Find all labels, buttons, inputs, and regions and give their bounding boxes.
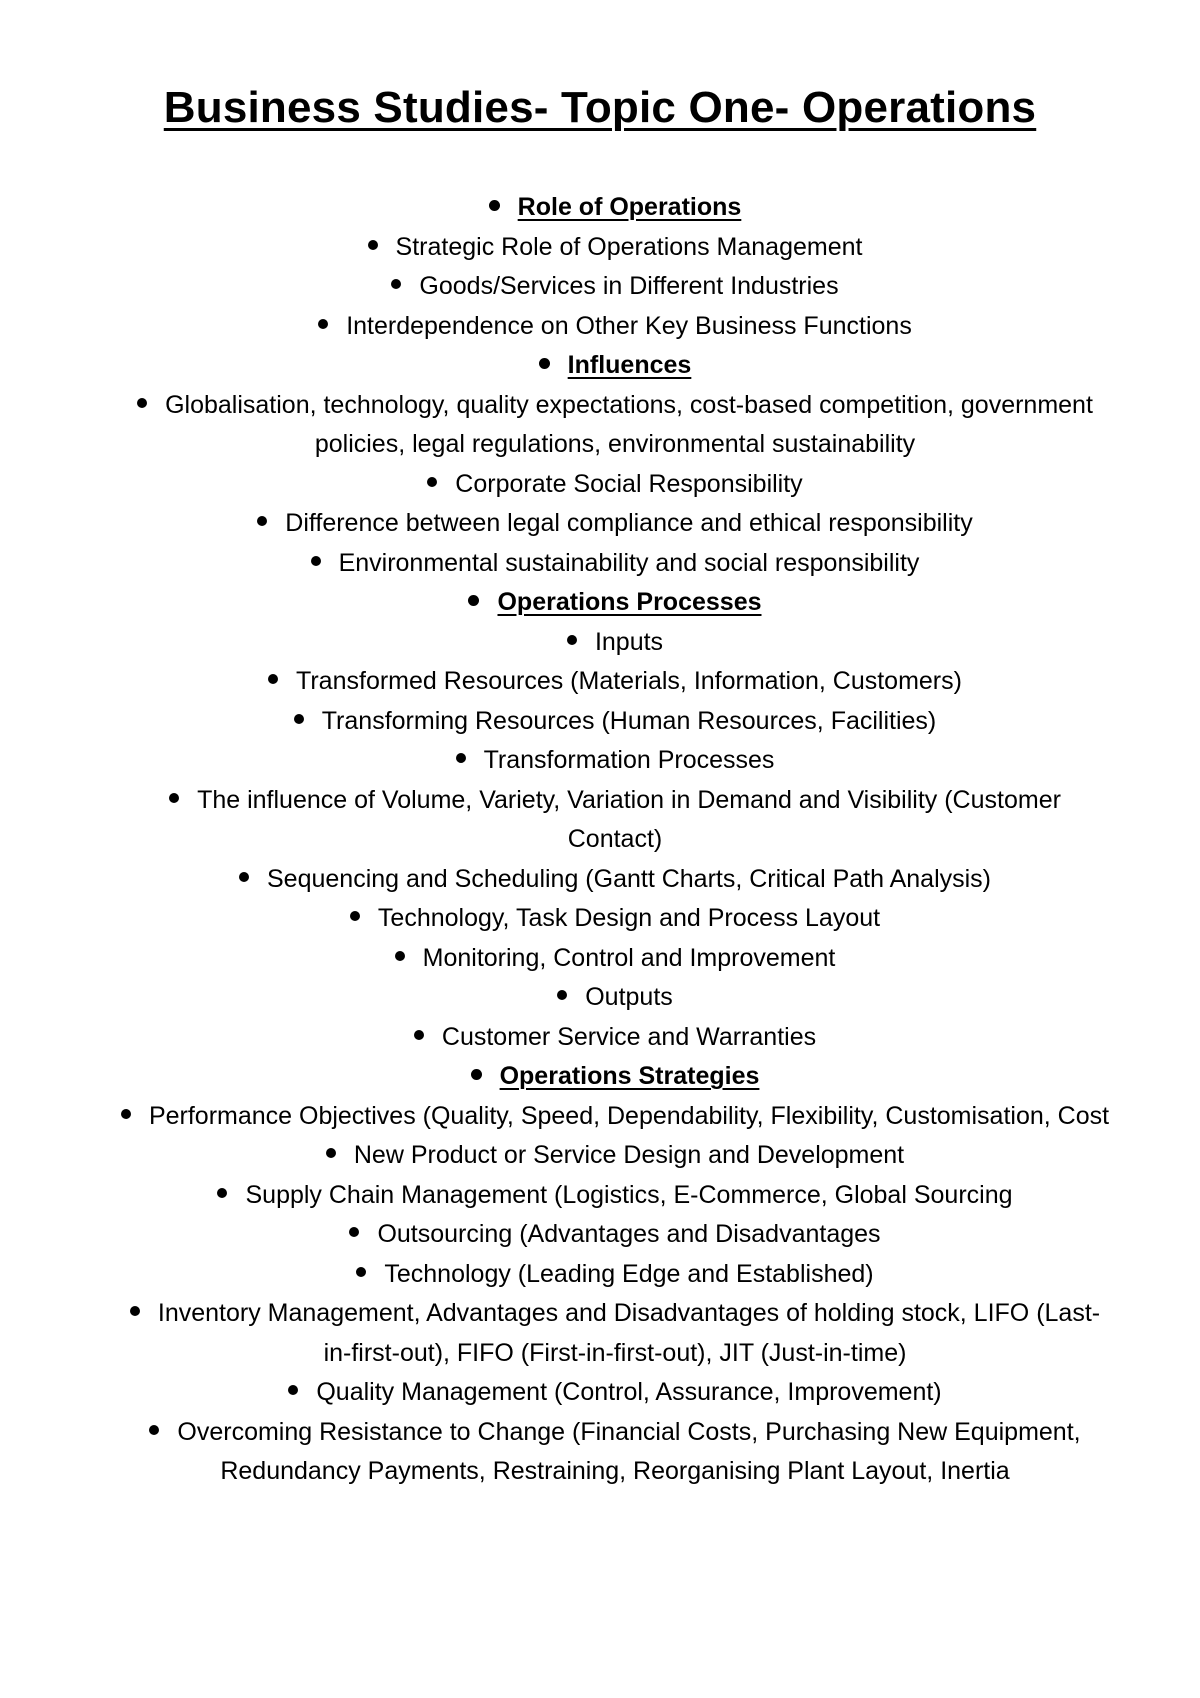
bullet-icon bbox=[137, 398, 147, 408]
list-item-text: Strategic Role of Operations Management bbox=[395, 232, 863, 261]
bullet-icon bbox=[268, 674, 278, 684]
list-item bbox=[120, 1373, 1110, 1413]
bullet-icon bbox=[391, 279, 401, 289]
list-item bbox=[120, 465, 1110, 505]
list-item-text: Corporate Social Responsibility bbox=[455, 469, 803, 498]
bullet-icon bbox=[456, 753, 466, 763]
list-item-text: Sequencing and Scheduling (Gantt Charts, Critical Path Analysis) bbox=[267, 864, 991, 893]
list-item-text: Environmental sustainability and social responsibility bbox=[338, 548, 920, 577]
list-item-text: Transformation Processes bbox=[483, 746, 775, 774]
list-item-text: Operations Strategies bbox=[499, 1062, 760, 1090]
topic-list bbox=[120, 188, 1110, 1492]
bullet-icon bbox=[326, 1148, 336, 1158]
list-item-text: The influence of Volume, Variety, Variation in Demand and Visibility (Customer Contact) bbox=[197, 785, 1061, 853]
list-item-heading-operations-processes bbox=[120, 583, 1110, 623]
bullet-icon bbox=[567, 635, 577, 645]
list-item-text: Difference between legal compliance and ethical responsibility bbox=[285, 509, 973, 537]
list-item-text: Performance Objectives (Quality, Speed, Dependability, Flexibility, Customisation, Cost bbox=[148, 1101, 1110, 1130]
list-item-text: Globalisation, technology, quality expectations, cost-based competition, government policies, legal regulations, environmental sustainability bbox=[165, 390, 1093, 458]
list-item-text: Influences bbox=[567, 351, 692, 379]
list-item-heading-role-of-operations bbox=[120, 188, 1110, 228]
list-item bbox=[120, 228, 1110, 268]
list-item-text: Technology, Task Design and Process Layout bbox=[377, 904, 881, 932]
bullet-icon bbox=[489, 200, 500, 211]
list-item-text: Overcoming Resistance to Change (Financial Costs, Purchasing New Equipment, Redundancy Payments, Restraining, Reorganising Plant Layout, Inertia bbox=[177, 1417, 1081, 1485]
list-item bbox=[120, 1413, 1110, 1492]
list-item-heading-operations-strategies bbox=[120, 1057, 1110, 1097]
bullet-icon bbox=[288, 1385, 298, 1395]
bullet-icon bbox=[217, 1188, 227, 1198]
bullet-icon bbox=[356, 1267, 366, 1277]
list-item bbox=[120, 702, 1110, 742]
list-item-text: Transformed Resources (Materials, Information, Customers) bbox=[296, 667, 962, 695]
list-item-text: Customer Service and Warranties bbox=[441, 1022, 817, 1051]
bullet-icon bbox=[350, 911, 360, 921]
bullet-icon bbox=[395, 951, 405, 961]
list-item bbox=[120, 939, 1110, 979]
bullet-icon bbox=[471, 1069, 482, 1080]
bullet-icon bbox=[239, 872, 249, 882]
list-item bbox=[120, 1255, 1110, 1295]
list-item-text: Inputs bbox=[594, 627, 664, 656]
list-item bbox=[120, 1136, 1110, 1176]
bullet-icon bbox=[149, 1425, 159, 1435]
bullet-icon bbox=[557, 990, 567, 1000]
list-item bbox=[120, 504, 1110, 544]
bullet-icon bbox=[427, 477, 437, 487]
list-item bbox=[120, 662, 1110, 702]
list-item-text: Transforming Resources (Human Resources, Facilities) bbox=[321, 706, 937, 735]
list-item-text: New Product or Service Design and Development bbox=[353, 1141, 905, 1169]
list-item-heading-influences bbox=[120, 346, 1110, 386]
list-item bbox=[120, 1176, 1110, 1216]
bullet-icon bbox=[311, 556, 321, 566]
list-item bbox=[120, 307, 1110, 347]
list-item-text: Role of Operations bbox=[517, 193, 742, 221]
list-item bbox=[120, 1294, 1110, 1373]
list-item-text: Technology (Leading Edge and Established) bbox=[384, 1259, 874, 1288]
bullet-icon bbox=[539, 358, 550, 369]
list-item bbox=[120, 544, 1110, 584]
bullet-icon bbox=[318, 319, 328, 329]
list-item bbox=[120, 741, 1110, 781]
list-item-text: Goods/Services in Different Industries bbox=[419, 272, 839, 300]
list-item-text: Supply Chain Management (Logistics, E-Commerce, Global Sourcing bbox=[245, 1180, 1013, 1209]
bullet-icon bbox=[294, 714, 304, 724]
list-item bbox=[120, 623, 1110, 663]
list-item bbox=[120, 267, 1110, 307]
list-item bbox=[120, 1215, 1110, 1255]
bullet-icon bbox=[414, 1030, 424, 1040]
list-item-text: Outsourcing (Advantages and Disadvantages bbox=[377, 1220, 881, 1248]
bullet-icon bbox=[169, 793, 179, 803]
page-title: Business Studies- Topic One- Operations bbox=[163, 83, 1037, 132]
list-item bbox=[120, 386, 1110, 465]
bullet-icon bbox=[121, 1109, 131, 1119]
list-item bbox=[120, 1018, 1110, 1058]
list-item bbox=[120, 1097, 1110, 1137]
bullet-icon bbox=[130, 1306, 140, 1316]
list-item bbox=[120, 781, 1110, 860]
list-item-text: Inventory Management, Advantages and Disadvantages of holding stock, LIFO (Last-in-first-out), FIFO (First-in-first-out), JIT (Just-in-time) bbox=[157, 1299, 1101, 1367]
list-item-text: Monitoring, Control and Improvement bbox=[422, 943, 836, 972]
list-item-text: Interdependence on Other Key Business Functions bbox=[346, 311, 912, 340]
bullet-icon bbox=[349, 1227, 359, 1237]
bullet-icon bbox=[468, 595, 479, 606]
list-item-text: Outputs bbox=[585, 983, 673, 1011]
list-item bbox=[120, 978, 1110, 1018]
list-item bbox=[120, 899, 1110, 939]
list-item-text: Quality Management (Control, Assurance, Improvement) bbox=[316, 1378, 942, 1406]
list-item-text: Operations Processes bbox=[497, 588, 762, 616]
list-item bbox=[120, 860, 1110, 900]
bullet-icon bbox=[368, 240, 378, 250]
bullet-icon bbox=[257, 516, 267, 526]
